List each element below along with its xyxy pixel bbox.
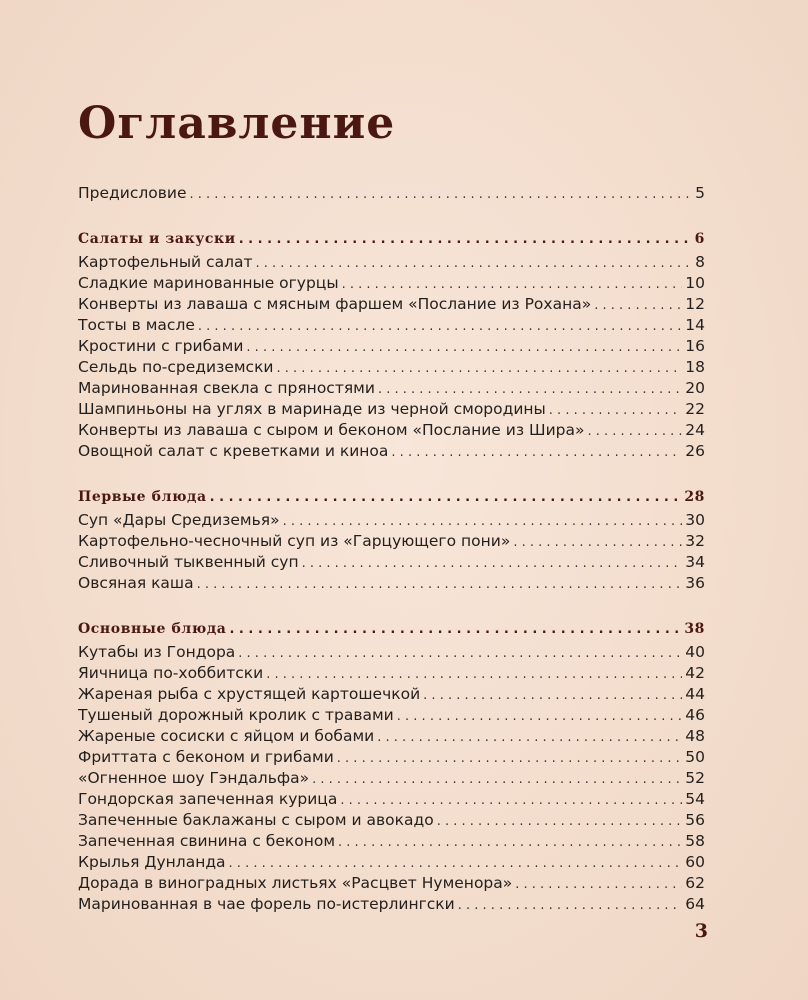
dot-leader: [246, 337, 682, 358]
toc-entry-label: Суп «Дары Средиземья»: [78, 511, 280, 529]
toc-entry-label: Картофельный салат: [78, 253, 253, 271]
toc-page-number: 34: [685, 553, 705, 571]
toc-entry-label: Кростини с грибами: [78, 337, 244, 355]
dot-leader: [513, 532, 682, 553]
toc-entry-label: Маринованная свекла с пряностями: [78, 379, 375, 397]
toc-entry[interactable]: [78, 663, 705, 684]
toc-page-number: 40: [685, 643, 705, 661]
toc-entry-label: Запеченные баклажаны с сыром и авокадо: [78, 811, 434, 829]
toc-page-number: 58: [685, 832, 705, 850]
toc-page-number: 32: [685, 532, 705, 550]
dot-leader: [256, 253, 693, 274]
toc-page-number: 14: [685, 316, 705, 334]
toc-page-number: 30: [685, 511, 705, 529]
toc-entry[interactable]: [78, 573, 705, 594]
toc-entry[interactable]: [78, 873, 705, 894]
toc-entry-label: Конверты из лаваша с сыром и беконом «Послание из Шира»: [78, 421, 585, 439]
section-title: Основные блюда: [78, 621, 227, 637]
dot-leader: [378, 379, 682, 400]
toc-entry[interactable]: [78, 510, 705, 531]
dot-leader: [277, 358, 683, 379]
toc-entry[interactable]: [78, 252, 705, 273]
dot-leader: [337, 748, 682, 769]
toc-entry[interactable]: [78, 768, 705, 789]
dot-leader: [210, 485, 682, 511]
toc-entry-label: Дорада в виноградных листьях «Расцвет Нуменора»: [78, 874, 513, 892]
toc-entry-label: Кутабы из Гондора: [78, 643, 236, 661]
toc-section-mains[interactable]: [78, 616, 705, 642]
toc-page-number: 42: [685, 664, 705, 682]
toc-page-number: 8: [695, 253, 705, 271]
toc-section-soups[interactable]: [78, 484, 705, 510]
dot-leader: [238, 643, 682, 664]
dot-leader: [397, 706, 683, 727]
toc-page-number: 56: [685, 811, 705, 829]
dot-leader: [198, 316, 682, 337]
toc-entry-label: Конверты из лаваша с мясным фаршем «Послание из Рохана»: [78, 295, 592, 313]
dot-leader: [197, 574, 683, 595]
toc-section-salads[interactable]: [78, 226, 705, 252]
toc-entry-label: Гондорская запеченная курица: [78, 790, 338, 808]
toc-entry-label: Крылья Дунланда: [78, 853, 226, 871]
dot-leader: [312, 769, 682, 790]
toc-entry-label: Маринованная в чае форель по-истерлингски: [78, 895, 455, 913]
toc-page-number: 18: [685, 358, 705, 376]
dot-leader: [594, 295, 682, 316]
dot-leader: [377, 727, 682, 748]
dot-leader: [229, 617, 681, 643]
toc-page-number: 24: [685, 421, 705, 439]
toc-entry[interactable]: [78, 420, 705, 441]
toc-entry[interactable]: [78, 315, 705, 336]
dot-leader: [338, 832, 682, 853]
toc-entry[interactable]: [78, 378, 705, 399]
toc-page-number: 48: [685, 727, 705, 745]
page-title: Оглавление: [78, 98, 396, 149]
toc-page-number: 36: [685, 574, 705, 592]
table-of-contents: [78, 183, 705, 915]
dot-leader: [266, 664, 682, 685]
toc-entry-preface[interactable]: [78, 183, 705, 204]
toc-entry[interactable]: [78, 705, 705, 726]
dot-leader: [549, 400, 682, 421]
toc-page-number: 64: [685, 895, 705, 913]
dot-leader: [189, 184, 692, 205]
page-number: 3: [694, 920, 708, 942]
toc-entry[interactable]: [78, 336, 705, 357]
toc-entry[interactable]: [78, 684, 705, 705]
toc-page-number: 44: [685, 685, 705, 703]
toc-entry[interactable]: [78, 399, 705, 420]
dot-leader: [342, 274, 683, 295]
toc-entry-label: Фриттата с беконом и грибами: [78, 748, 334, 766]
toc-entry-label: Картофельно-чесночный суп из «Гарцующего пони»: [78, 532, 511, 550]
toc-entry-label: Овсяная каша: [78, 574, 194, 592]
toc-entry[interactable]: [78, 357, 705, 378]
toc-page-number: 10: [685, 274, 705, 292]
toc-page-number: 5: [695, 184, 705, 202]
toc-page-number: 16: [685, 337, 705, 355]
toc-entry[interactable]: [78, 894, 705, 915]
toc-page-number: 22: [685, 400, 705, 418]
toc-entry[interactable]: [78, 552, 705, 573]
toc-entry[interactable]: [78, 642, 705, 663]
toc-page-number: 20: [685, 379, 705, 397]
toc-entry[interactable]: [78, 852, 705, 873]
dot-leader: [587, 421, 682, 442]
toc-entry-label: Яичница по-хоббитски: [78, 664, 264, 682]
toc-page-number: 26: [685, 442, 705, 460]
toc-entry-label: Шампиньоны на углях в маринаде из черной смородины: [78, 400, 546, 418]
toc-page-number: 62: [685, 874, 705, 892]
dot-leader: [302, 553, 683, 574]
toc-entry[interactable]: [78, 441, 705, 462]
toc-entry-label: Овощной салат с креветками и киноа: [78, 442, 389, 460]
toc-entry-label: Сладкие маринованные огурцы: [78, 274, 339, 292]
toc-page-number: 60: [685, 853, 705, 871]
dot-leader: [515, 874, 682, 895]
toc-page-number: 46: [685, 706, 705, 724]
toc-entry[interactable]: [78, 726, 705, 747]
dot-leader: [437, 811, 683, 832]
toc-page-number: 12: [685, 295, 705, 313]
section-title: Первые блюда: [78, 489, 207, 505]
toc-entry-label: «Огненное шоу Гэндальфа»: [78, 769, 310, 787]
toc-entry-label: Тосты в масле: [78, 316, 195, 334]
toc-entry-label: Предисловие: [78, 184, 187, 202]
toc-entry[interactable]: [78, 273, 705, 294]
toc-page-number: 52: [685, 769, 705, 787]
toc-page-number: 38: [684, 621, 705, 637]
section-title: Салаты и закуски: [78, 231, 236, 247]
toc-entry-label: Жареная рыба с хрустящей картошечкой: [78, 685, 421, 703]
toc-entry[interactable]: [78, 294, 705, 315]
dot-leader: [229, 853, 683, 874]
toc-entry-label: Тушеный дорожный кролик с травами: [78, 706, 394, 724]
toc-page-number: 50: [685, 748, 705, 766]
toc-entry[interactable]: [78, 810, 705, 831]
toc-entry-label: Жареные сосиски с яйцом и бобами: [78, 727, 375, 745]
dot-leader: [423, 685, 682, 706]
dot-leader: [458, 895, 683, 916]
toc-entry[interactable]: [78, 789, 705, 810]
toc-entry-label: Сельдь по-средиземски: [78, 358, 274, 376]
toc-entry-label: Сливочный тыквенный суп: [78, 553, 299, 571]
toc-page-number: 6: [694, 231, 705, 247]
dot-leader: [340, 790, 682, 811]
toc-entry[interactable]: [78, 831, 705, 852]
toc-entry[interactable]: [78, 747, 705, 768]
toc-entry[interactable]: [78, 531, 705, 552]
toc-entry-label: Запеченная свинина с беконом: [78, 832, 336, 850]
toc-page-number: 54: [685, 790, 705, 808]
toc-page-number: 28: [684, 489, 705, 505]
dot-leader: [239, 227, 692, 253]
dot-leader: [283, 511, 683, 532]
dot-leader: [391, 442, 682, 463]
